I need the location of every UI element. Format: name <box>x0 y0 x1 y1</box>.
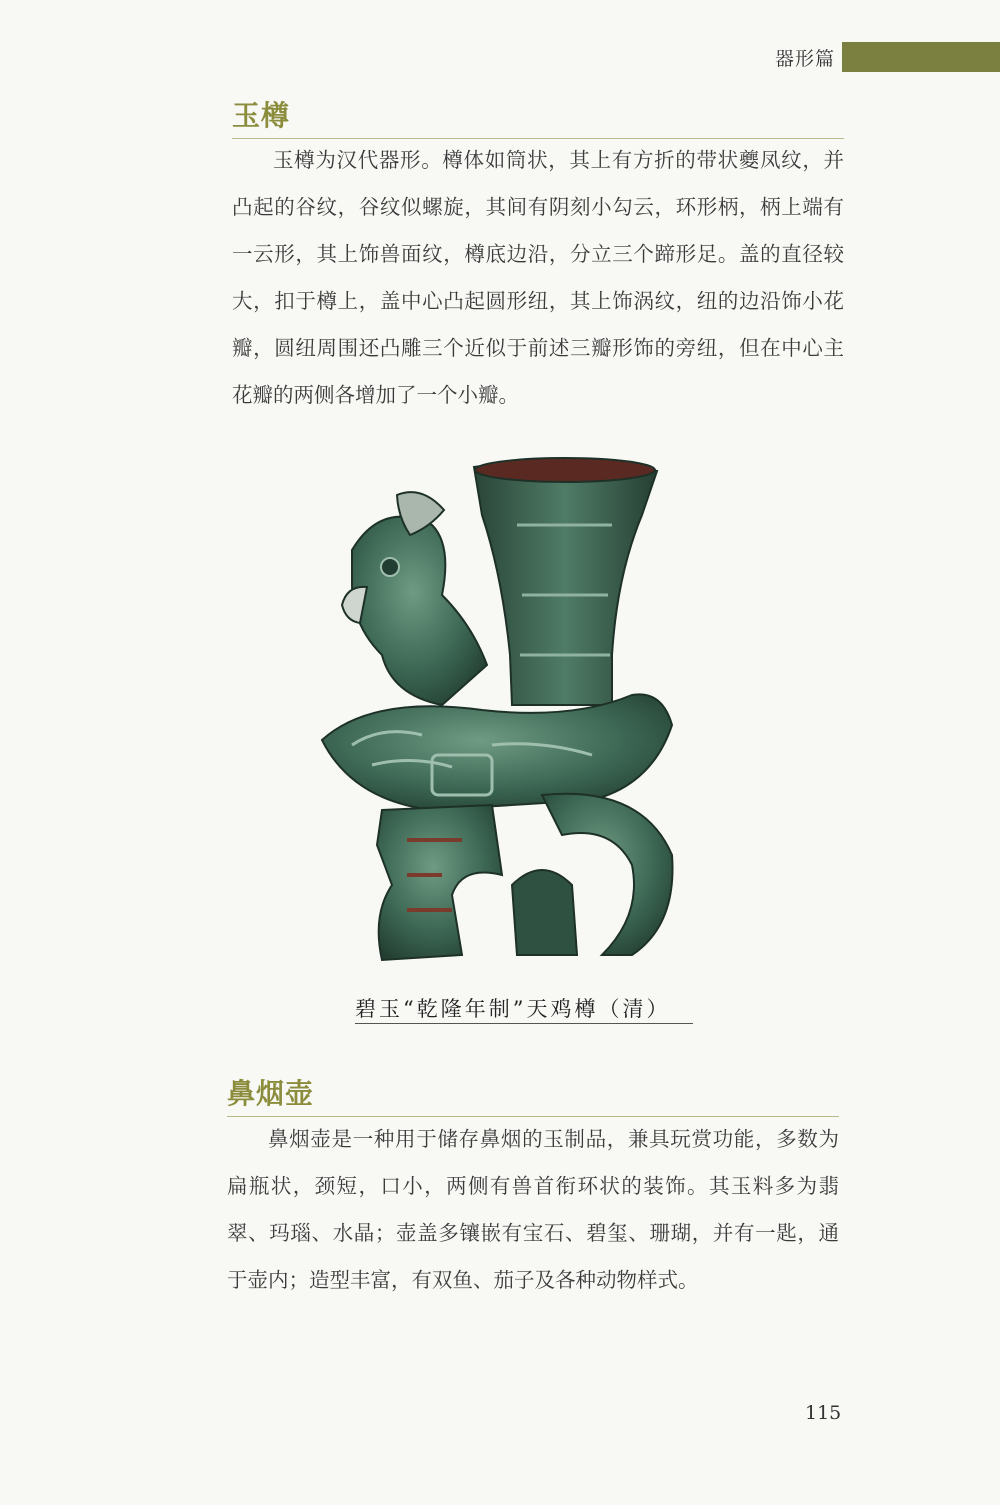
section-body-biyanhu: 鼻烟壶是一种用于储存鼻烟的玉制品，兼具玩赏功能，多数为扁瓶状，颈短，口小，两侧有兽首衔环状的装饰。其玉料多为翡翠、玛瑙、水晶；壶盖多镶嵌有宝石、碧玺、珊瑚，并有一匙，通于壶内；造型丰富，有双鱼、茄子及各种动物样式。 <box>227 1127 839 1292</box>
tianji-zun-illustration <box>312 455 692 975</box>
caption-underline <box>355 1023 693 1024</box>
section-title-biyanhu: 鼻烟壶 <box>227 1077 315 1110</box>
chapter-accent-bar <box>842 42 1000 72</box>
chapter-header <box>740 42 1000 72</box>
section-title-yuzun: 玉樽 <box>232 99 291 132</box>
jade-vessel-photo <box>312 455 692 975</box>
section-body-yuzun: 玉樽为汉代器形。樽体如筒状，其上有方折的带状夔凤纹，并凸起的谷纹，谷纹似螺旋，其间有阴刻小勾云，环形柄，柄上端有一云形，其上饰兽面纹，樽底边沿，分立三个蹄形足。盖的直径较大，扣于樽上，盖中心凸起圆形纽，其上饰涡纹，纽的边沿饰小花瓣，圆纽周围还凸雕三个近似于前述三瓣形饰的旁纽，但在中心主花瓣的两侧各增加了一个小瓣。 <box>232 148 844 407</box>
page-number: 115 <box>805 1402 842 1424</box>
figure-caption: 碧玉“乾隆年制”天鸡樽（清） <box>355 997 671 1021</box>
chapter-label: 器形篇 <box>774 48 835 70</box>
